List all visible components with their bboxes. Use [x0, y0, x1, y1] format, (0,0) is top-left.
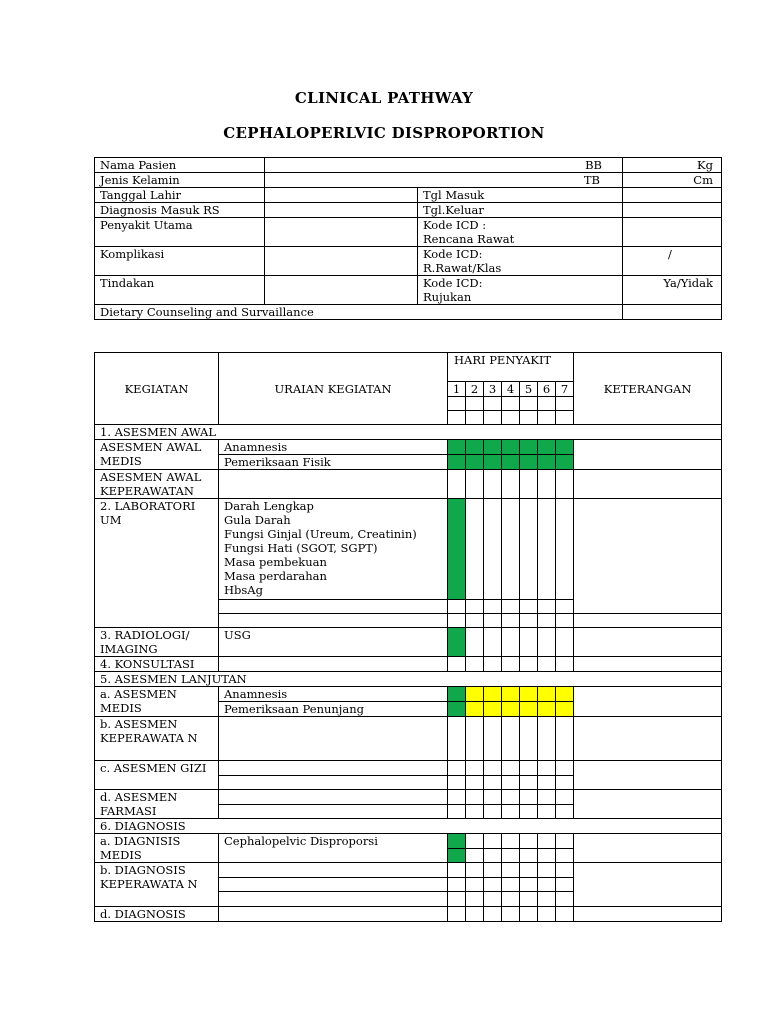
day-cell[interactable] [538, 804, 556, 819]
label-anamnesis-2: Anamnesis [219, 687, 448, 702]
day-cell[interactable] [502, 877, 520, 892]
label-tgl-masuk: Tgl Masuk [418, 188, 623, 203]
label-tanggal-lahir: Tanggal Lahir [95, 188, 265, 203]
day-cell-yellow[interactable] [484, 702, 502, 717]
table-row [95, 863, 722, 878]
day-cell[interactable] [466, 863, 484, 878]
day-cell[interactable] [484, 717, 502, 761]
table-row [95, 276, 722, 305]
uraian-cell[interactable] [219, 892, 448, 907]
tanggal-lahir-field[interactable] [265, 188, 418, 203]
day-cell-filled[interactable] [538, 455, 556, 470]
day-cell[interactable] [484, 892, 502, 907]
label-asesmen-awal-keperawatan: ASESMEN AWAL KEPERAWATAN [95, 470, 219, 499]
label-pemeriksaan-penunjang: Pemeriksaan Penunjang [219, 702, 448, 717]
dietary-field[interactable] [623, 305, 722, 320]
day-cell[interactable] [448, 804, 466, 819]
day-cell[interactable] [466, 411, 484, 425]
keterangan-cell[interactable] [574, 628, 722, 657]
day-3: 3 [484, 382, 502, 397]
day-cell[interactable] [556, 470, 574, 499]
day-cell[interactable] [484, 775, 502, 790]
day-cell[interactable] [466, 907, 484, 922]
day-cell[interactable] [466, 877, 484, 892]
label-diagnosis-d: d. DIAGNOSIS [95, 907, 219, 922]
label-anamnesis: Anamnesis [219, 440, 448, 455]
patient-info-table [94, 157, 722, 320]
day-cell[interactable] [538, 761, 556, 776]
day-cell[interactable] [502, 804, 520, 819]
day-cell[interactable] [484, 907, 502, 922]
day-cell[interactable] [484, 657, 502, 672]
day-cell[interactable] [448, 411, 466, 425]
day-cell-yellow[interactable] [466, 687, 484, 702]
day-cell[interactable] [556, 907, 574, 922]
table-row [95, 657, 722, 672]
keterangan-cell[interactable] [574, 790, 722, 819]
tgl-keluar-field[interactable] [623, 203, 722, 218]
uraian-cell[interactable] [219, 761, 448, 776]
penyakit-utama-field[interactable] [265, 218, 418, 247]
day-cell[interactable] [538, 790, 556, 805]
label-tindakan: Tindakan [95, 276, 265, 305]
keterangan-cell[interactable] [574, 470, 722, 499]
header-hari: HARI PENYAKIT [448, 353, 574, 382]
section-konsultasi: 4. KONSULTASI [95, 657, 219, 672]
day-cell[interactable] [520, 717, 538, 761]
day-cell[interactable] [448, 717, 466, 761]
day-cell[interactable] [466, 892, 484, 907]
day-cell[interactable] [538, 863, 556, 878]
day-cell-filled[interactable] [556, 455, 574, 470]
section-row [95, 819, 722, 834]
header-kegiatan: KEGIATAN [95, 353, 219, 425]
table-row [95, 173, 722, 188]
uraian-cell[interactable] [219, 613, 448, 627]
day-cell[interactable] [448, 657, 466, 672]
day-cell-yellow[interactable] [520, 702, 538, 717]
uraian-cell[interactable] [219, 877, 448, 892]
day-cell[interactable] [520, 613, 538, 627]
label-penyakit-utama: Penyakit Utama [95, 218, 265, 247]
day-cell[interactable] [556, 877, 574, 892]
day-cell[interactable] [556, 761, 574, 776]
uraian-cell[interactable] [219, 775, 448, 790]
day-cell-filled[interactable] [556, 440, 574, 455]
day-cell[interactable] [502, 657, 520, 672]
pathway-table [94, 352, 722, 922]
day-cell[interactable] [448, 761, 466, 776]
day-cell[interactable] [520, 775, 538, 790]
day-cell[interactable] [538, 877, 556, 892]
day-cell[interactable] [556, 848, 574, 863]
day-cell[interactable] [538, 628, 556, 657]
day-cell-yellow[interactable] [484, 687, 502, 702]
day-6: 6 [538, 382, 556, 397]
label-kode-icd-1: Kode ICD : [423, 218, 487, 232]
day-cell[interactable] [520, 628, 538, 657]
day-cell[interactable] [502, 863, 520, 878]
rawat-klas-field[interactable] [623, 247, 722, 276]
day-cell[interactable] [466, 775, 484, 790]
day-cell[interactable] [502, 834, 520, 849]
day-cell[interactable] [538, 657, 556, 672]
label-kg: Kg [697, 158, 713, 172]
label-dietary: Dietary Counseling and Survaillance [95, 305, 623, 320]
table-row [95, 188, 722, 203]
keterangan-cell[interactable] [574, 657, 722, 672]
day-cell[interactable] [502, 717, 520, 761]
day-cell[interactable] [538, 907, 556, 922]
day-cell[interactable] [466, 804, 484, 819]
day-cell[interactable] [538, 848, 556, 863]
day-cell[interactable] [556, 657, 574, 672]
day-cell[interactable] [520, 599, 538, 613]
day-cell[interactable] [538, 717, 556, 761]
day-5: 5 [520, 382, 538, 397]
day-cell[interactable] [466, 613, 484, 627]
kode-icd-cell-2 [418, 247, 623, 276]
kode-icd-cell-1 [418, 218, 623, 247]
uraian-cell[interactable] [219, 863, 448, 878]
day-cell[interactable] [484, 613, 502, 627]
label-komplikasi: Komplikasi [95, 247, 265, 276]
label-jenis-kelamin: Jenis Kelamin [95, 173, 265, 188]
uraian-cell[interactable] [219, 804, 448, 819]
day-cell[interactable] [556, 790, 574, 805]
day-cell[interactable] [520, 834, 538, 849]
day-cell[interactable] [538, 892, 556, 907]
day-cell[interactable] [556, 775, 574, 790]
day-cell[interactable] [502, 397, 520, 411]
tindakan-field[interactable] [265, 276, 418, 305]
day-cell[interactable] [466, 761, 484, 776]
uraian-cell[interactable] [219, 790, 448, 805]
label-asesmen-awal-medis: ASESMEN AWAL MEDIS [95, 440, 219, 470]
table-row [95, 790, 722, 805]
day-cell[interactable] [538, 470, 556, 499]
day-cell[interactable] [520, 470, 538, 499]
day-cell[interactable] [466, 790, 484, 805]
table-row [95, 203, 722, 218]
header-row [95, 353, 722, 382]
label-kode-icd-2: Kode ICD: [423, 247, 483, 261]
day-cell[interactable] [448, 470, 466, 499]
section-row [95, 672, 722, 687]
keterangan-cell[interactable] [574, 440, 722, 470]
day-cell[interactable] [556, 834, 574, 849]
kg-cell [623, 158, 722, 173]
day-cell[interactable] [466, 657, 484, 672]
keterangan-cell[interactable] [574, 717, 722, 761]
keterangan-cell[interactable] [574, 863, 722, 907]
day-cell-filled[interactable] [538, 440, 556, 455]
day-cell-yellow[interactable] [538, 687, 556, 702]
table-row [95, 305, 722, 320]
document-title: CLINICAL PATHWAY [294, 89, 474, 107]
label-pemeriksaan-fisik: Pemeriksaan Fisik [219, 455, 448, 470]
keterangan-cell[interactable] [574, 834, 722, 863]
section-diagnosis: 6. DIAGNOSIS [95, 819, 722, 834]
keterangan-cell[interactable] [574, 907, 722, 922]
day-cell[interactable] [484, 761, 502, 776]
table-row [95, 218, 722, 247]
tgl-masuk-field[interactable] [623, 188, 722, 203]
day-cell[interactable] [538, 834, 556, 849]
table-row [95, 628, 722, 657]
day-cell[interactable] [484, 599, 502, 613]
day-cell[interactable] [484, 834, 502, 849]
day-cell[interactable] [520, 499, 538, 600]
label-cm: Cm [693, 173, 713, 187]
label-asesmen-gizi: c. ASESMEN GIZI [95, 761, 219, 790]
kode-icd-cell-3 [418, 276, 623, 305]
table-row [95, 834, 722, 849]
day-cell[interactable] [466, 470, 484, 499]
day-cell[interactable] [556, 613, 574, 627]
label-ya-tidak: Ya/Yidak [663, 276, 713, 290]
tb-cell[interactable] [265, 173, 623, 188]
label-asesmen-medis: a. ASESMEN MEDIS [95, 687, 219, 717]
day-cell[interactable] [484, 628, 502, 657]
day-1: 1 [448, 382, 466, 397]
day-cell-filled[interactable] [448, 628, 466, 657]
day-cell[interactable] [466, 848, 484, 863]
day-cell-yellow[interactable] [502, 702, 520, 717]
rencana-rawat-field[interactable] [623, 218, 722, 247]
day-cell[interactable] [538, 499, 556, 600]
day-cell-filled[interactable] [448, 440, 466, 455]
day-cell[interactable] [538, 411, 556, 425]
day-cell[interactable] [484, 790, 502, 805]
section-laboratorium: 2. LABORATORI UM [95, 499, 219, 628]
label-cephalopelvic: Cephalopelvic Disproporsi [219, 834, 448, 863]
day-cell[interactable] [484, 499, 502, 600]
day-cell-yellow[interactable] [502, 687, 520, 702]
table-row [95, 687, 722, 702]
day-cell[interactable] [520, 848, 538, 863]
table-row [95, 499, 722, 600]
label-diagnosis-masuk: Diagnosis Masuk RS [95, 203, 265, 218]
day-cell-filled[interactable] [448, 455, 466, 470]
day-cell[interactable] [484, 411, 502, 425]
day-cell[interactable] [502, 761, 520, 776]
table-row [95, 247, 722, 276]
rujukan-field[interactable] [623, 276, 722, 305]
header-uraian: URAIAN KEGIATAN [219, 353, 448, 425]
day-cell[interactable] [466, 599, 484, 613]
day-cell[interactable] [502, 907, 520, 922]
day-cell-filled[interactable] [484, 440, 502, 455]
day-cell-yellow[interactable] [556, 687, 574, 702]
label-kode-icd-3: Kode ICD: [423, 276, 483, 290]
day-cell[interactable] [502, 892, 520, 907]
day-cell[interactable] [538, 775, 556, 790]
day-cell[interactable] [448, 790, 466, 805]
label-nama-pasien: Nama Pasien [95, 158, 265, 173]
day-cell[interactable] [520, 863, 538, 878]
day-cell[interactable] [484, 877, 502, 892]
day-cell-filled[interactable] [484, 455, 502, 470]
keterangan-cell[interactable] [574, 613, 722, 627]
table-row [95, 470, 722, 499]
day-cell[interactable] [466, 834, 484, 849]
bb-cell[interactable] [265, 158, 623, 173]
day-cell-filled[interactable] [520, 455, 538, 470]
day-cell[interactable] [502, 411, 520, 425]
label-bb: BB [585, 158, 602, 172]
lab-items: Darah Lengkap Gula Darah Fungsi Ginjal (Ureum, Creatinin) Fungsi Hati (SGOT, SGPT) Masa pembekuan Masa perdarahan HbsAg [219, 499, 448, 600]
label-asesmen-farmasi: d. ASESMEN FARMASI [95, 790, 219, 819]
day-cell[interactable] [502, 775, 520, 790]
day-cell[interactable] [556, 411, 574, 425]
table-row [95, 907, 722, 922]
day-7: 7 [556, 382, 574, 397]
section-row [95, 425, 722, 440]
day-cell-yellow[interactable] [556, 702, 574, 717]
day-cell-filled[interactable] [502, 440, 520, 455]
day-cell-filled[interactable] [520, 440, 538, 455]
day-cell[interactable] [448, 877, 466, 892]
label-rawat-klas: R.Rawat/Klas [423, 261, 502, 275]
day-cell[interactable] [556, 892, 574, 907]
day-cell[interactable] [484, 848, 502, 863]
day-cell[interactable] [448, 775, 466, 790]
cm-cell [623, 173, 722, 188]
day-cell-filled[interactable] [448, 834, 466, 849]
day-cell-filled[interactable] [448, 702, 466, 717]
day-cell[interactable] [448, 892, 466, 907]
section-asesmen-lanjutan: 5. ASESMEN LANJUTAN [95, 672, 722, 687]
day-2: 2 [466, 382, 484, 397]
document-subtitle: CEPHALOPERLVIC DISPROPORTION [223, 124, 545, 142]
day-cell[interactable] [538, 613, 556, 627]
keterangan-cell[interactable] [574, 761, 722, 790]
day-cell-yellow[interactable] [538, 702, 556, 717]
day-cell[interactable] [556, 863, 574, 878]
komplikasi-field[interactable] [265, 247, 418, 276]
day-cell[interactable] [502, 599, 520, 613]
label-asesmen-keperawatan: b. ASESMEN KEPERAWATA N [95, 717, 219, 761]
table-row [95, 440, 722, 455]
day-cell[interactable] [538, 397, 556, 411]
day-cell[interactable] [520, 892, 538, 907]
day-cell[interactable] [484, 804, 502, 819]
day-cell[interactable] [502, 499, 520, 600]
day-cell[interactable] [448, 599, 466, 613]
label-rencana-rawat: Rencana Rawat [423, 232, 515, 246]
keterangan-cell[interactable] [574, 499, 722, 614]
day-cell[interactable] [556, 717, 574, 761]
day-cell[interactable] [484, 470, 502, 499]
day-cell[interactable] [556, 804, 574, 819]
day-cell[interactable] [520, 907, 538, 922]
day-cell-yellow[interactable] [520, 687, 538, 702]
table-row [95, 158, 722, 173]
day-cell[interactable] [448, 907, 466, 922]
day-cell[interactable] [448, 863, 466, 878]
label-slash: / [668, 247, 672, 261]
day-cell-filled[interactable] [466, 455, 484, 470]
table-row [95, 717, 722, 761]
day-cell-filled[interactable] [502, 455, 520, 470]
day-cell[interactable] [466, 499, 484, 600]
uraian-cell[interactable] [219, 599, 448, 613]
day-cell-filled[interactable] [448, 499, 466, 600]
uraian-cell[interactable] [219, 717, 448, 761]
uraian-cell[interactable] [219, 907, 448, 922]
uraian-cell[interactable] [219, 470, 448, 499]
label-diagnosis-keperawatan: b. DIAGNOSIS KEPERAWATA N [95, 863, 219, 907]
table-row [95, 761, 722, 776]
day-cell[interactable] [556, 397, 574, 411]
day-cell[interactable] [556, 628, 574, 657]
day-cell[interactable] [538, 599, 556, 613]
day-cell[interactable] [520, 411, 538, 425]
day-cell[interactable] [466, 717, 484, 761]
day-cell[interactable] [502, 628, 520, 657]
day-cell-filled[interactable] [448, 687, 466, 702]
label-tb: TB [583, 173, 600, 187]
day-cell[interactable] [502, 470, 520, 499]
label-rujukan: Rujukan [423, 290, 472, 304]
label-tgl-keluar: Tgl.Keluar [418, 203, 623, 218]
section-asesmen-awal: 1. ASESMEN AWAL [95, 425, 722, 440]
day-cell[interactable] [448, 613, 466, 627]
day-cell[interactable] [520, 804, 538, 819]
day-cell[interactable] [448, 397, 466, 411]
keterangan-cell[interactable] [574, 687, 722, 717]
day-cell[interactable] [556, 499, 574, 600]
day-cell-yellow[interactable] [466, 702, 484, 717]
day-cell[interactable] [556, 599, 574, 613]
day-cell[interactable] [466, 397, 484, 411]
day-cell[interactable] [502, 790, 520, 805]
day-cell[interactable] [520, 657, 538, 672]
day-cell[interactable] [520, 761, 538, 776]
day-cell[interactable] [520, 877, 538, 892]
label-usg: USG [219, 628, 448, 657]
day-cell[interactable] [502, 848, 520, 863]
day-cell[interactable] [520, 790, 538, 805]
day-4: 4 [502, 382, 520, 397]
day-cell-filled[interactable] [448, 848, 466, 863]
day-cell[interactable] [484, 863, 502, 878]
day-cell-filled[interactable] [466, 440, 484, 455]
section-radiologi: 3. RADIOLOGI/ IMAGING [95, 628, 219, 657]
diagnosis-masuk-field[interactable] [265, 203, 418, 218]
day-cell[interactable] [484, 397, 502, 411]
uraian-cell[interactable] [219, 657, 448, 672]
label-diagnosis-medis: a. DIAGNISIS MEDIS [95, 834, 219, 863]
header-keterangan: KETERANGAN [574, 353, 722, 425]
day-cell[interactable] [520, 397, 538, 411]
day-cell[interactable] [466, 628, 484, 657]
day-cell[interactable] [502, 613, 520, 627]
